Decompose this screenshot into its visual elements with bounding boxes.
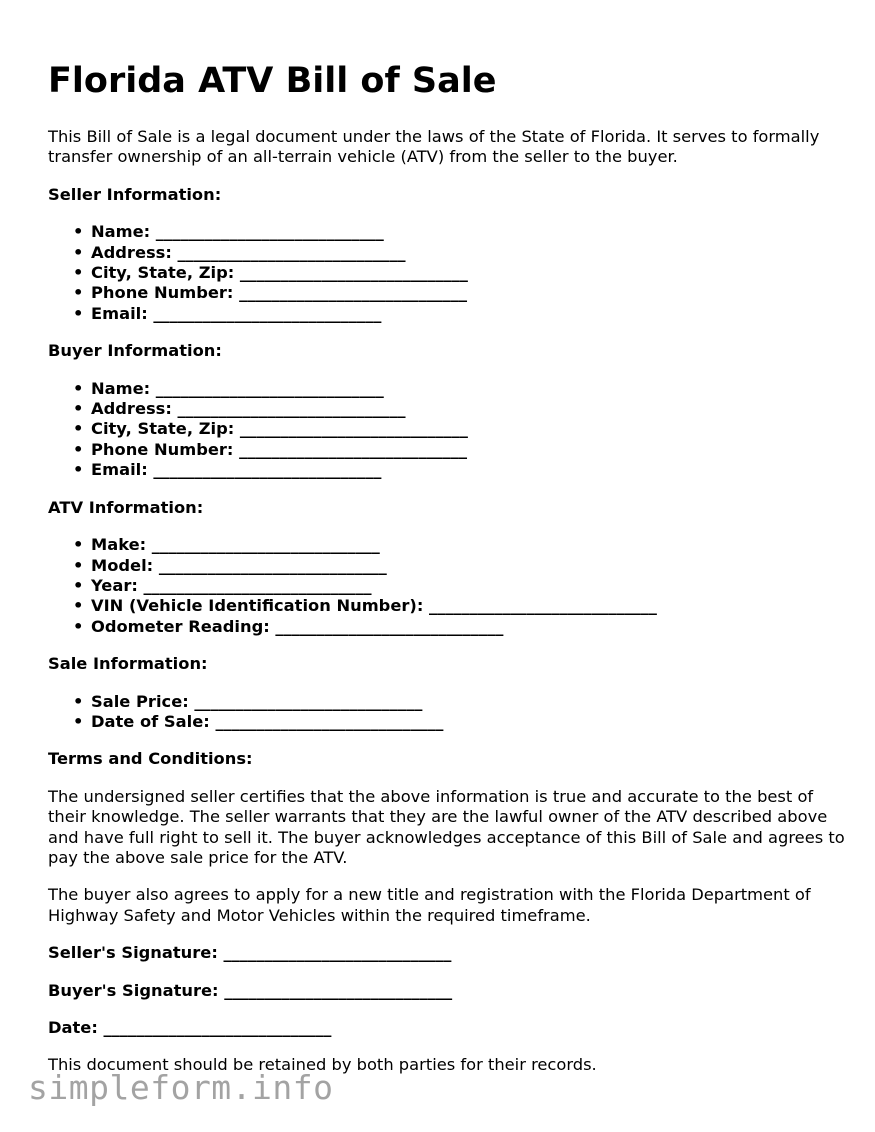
buyer-phone-field: • Phone Number: ____________________________ [91,440,848,460]
site-watermark: simpleform.info [28,1068,334,1107]
buyer-info-list [48,379,848,481]
terms-heading: Terms and Conditions: [48,749,253,769]
sale-date-field: • Date of Sale: ____________________________ [91,712,848,732]
document-title: Florida ATV Bill of Sale [48,61,497,101]
buyer-city-state-zip-field: • City, State, Zip: ____________________________ [91,419,848,439]
buyer-signature-line: Buyer's Signature: ____________________________ [48,980,453,1000]
seller-info-heading: Seller Information: [48,184,222,204]
buyer-address-field: • Address: ____________________________ [91,399,848,419]
terms-paragraph-1: The undersigned seller certifies that the above information is true and accurate to the best of their knowledge. The seller warrants that they are the lawful owner of the ATV described above and have full right to sell it. The buyer acknowledges acceptance of this Bill of Sale and agrees to pay the above sale price for the ATV. [48,786,845,867]
buyer-name-field: • Name: ____________________________ [91,379,848,399]
atv-year-field: • Year: ____________________________ [91,576,848,596]
atv-info-heading: ATV Information: [48,497,204,517]
seller-address-field: • Address: ____________________________ [91,243,848,263]
document-page [48,60,848,1076]
seller-city-state-zip-field: • City, State, Zip: ____________________________ [91,263,848,283]
atv-info-list [48,535,848,637]
retention-note: This document should be retained by both parties for their records. [48,1055,597,1075]
atv-make-field: • Make: ____________________________ [91,535,848,555]
buyer-email-field: • Email: ____________________________ [91,460,848,480]
intro-paragraph: This Bill of Sale is a legal document under the laws of the State of Florida. It serves to formally transfer ownership of an all-terrain vehicle (ATV) from the seller to the buyer. [48,127,820,167]
seller-name-field: • Name: ____________________________ [91,222,848,242]
sale-info-heading: Sale Information: [48,654,208,674]
atv-vin-field: • VIN (Vehicle Identification Number): ____________________________ [91,596,848,616]
terms-paragraph-2: The buyer also agrees to apply for a new title and registration with the Florida Department of Highway Safety and Motor Vehicles within the required timeframe. [48,885,811,925]
atv-odometer-field: • Odometer Reading: ____________________________ [91,617,848,637]
sale-info-list [48,692,848,733]
sale-price-field: • Sale Price: ____________________________ [91,692,848,712]
atv-model-field: • Model: ____________________________ [91,556,848,576]
seller-signature-line: Seller's Signature: ____________________________ [48,943,452,963]
seller-email-field: • Email: ____________________________ [91,304,848,324]
seller-info-list [48,222,848,324]
date-line: Date: ____________________________ [48,1018,332,1037]
seller-phone-field: • Phone Number: ____________________________ [91,283,848,303]
terms-section [48,749,848,926]
buyer-info-heading: Buyer Information: [48,341,222,361]
